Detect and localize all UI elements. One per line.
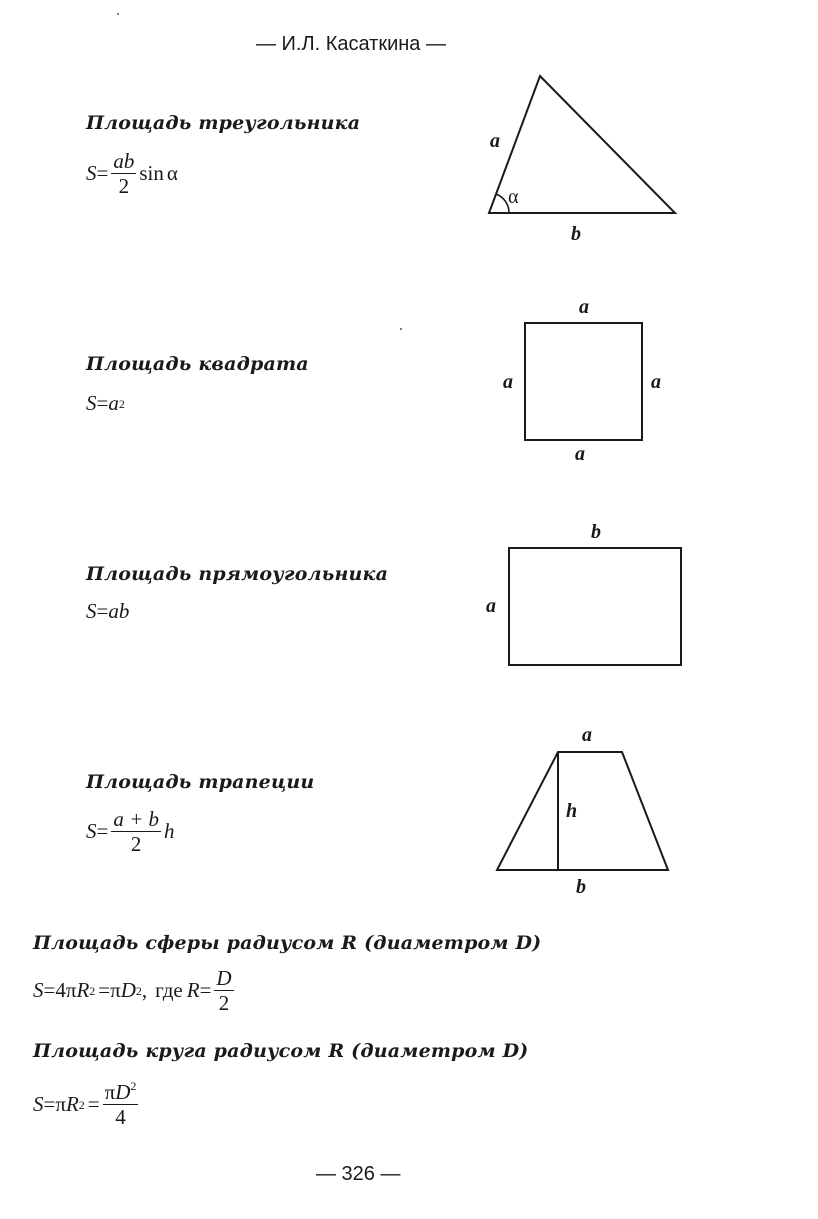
fraction-numerator: ab <box>113 149 135 173</box>
formula-where: где <box>155 978 183 1003</box>
formula-lhs: S <box>86 819 97 844</box>
triangle-label-a: a <box>490 130 500 152</box>
trapezoid-area-title: Площадь трапеции <box>86 771 315 793</box>
formula-radius: R <box>186 978 200 1003</box>
formula-fraction <box>214 967 233 1014</box>
formula-tail: h <box>164 819 175 844</box>
trapezoid-label-top: a <box>582 724 592 746</box>
formula-equals: = <box>199 978 212 1003</box>
formula-sin: sin <box>139 161 164 186</box>
rectangle-label-top: b <box>591 521 601 543</box>
triangle-label-b: b <box>571 223 581 245</box>
formula-angle: α <box>166 161 178 186</box>
fraction-denominator: 2 <box>118 174 130 199</box>
formula-lhs: S <box>33 978 44 1003</box>
formula-radius: R <box>65 1092 79 1117</box>
fraction-denominator: 2 <box>130 832 142 857</box>
formula-comma: , <box>141 978 148 1003</box>
square-label-bottom: a <box>575 443 585 465</box>
formula-equals: = <box>43 978 56 1003</box>
trapezoid-label-bottom: b <box>576 876 586 898</box>
stray-dot <box>117 13 119 15</box>
fraction-numerator: a + b <box>113 807 160 831</box>
formula-equals: = <box>87 1092 100 1117</box>
triangle-area-title: Площадь треугольника <box>86 112 361 134</box>
triangle-label-alpha: α <box>508 186 519 208</box>
fraction-denominator: 2 <box>218 991 230 1016</box>
square-area-formula: S = a 2 <box>86 391 125 415</box>
trapezoid-label-height: h <box>566 800 578 822</box>
formula-pi: π <box>104 1080 116 1104</box>
formula-lhs: S <box>86 391 97 415</box>
rectangle-area-title: Площадь прямоугольника <box>86 563 389 585</box>
formula-pi: π <box>110 978 121 1003</box>
square-label-right: a <box>651 371 661 393</box>
fraction-numerator <box>103 1081 139 1105</box>
rectangle-label-left: a <box>486 595 496 617</box>
formula-lhs: S <box>86 161 97 186</box>
page-number: — 326 — <box>316 1163 401 1185</box>
formula-equals: = <box>98 978 111 1003</box>
formula-radius: R <box>76 978 90 1003</box>
circle-area-title: Площадь круга радиусом R (диаметром D) <box>33 1040 529 1062</box>
trapezoid-shape <box>497 752 668 870</box>
formula-base: a <box>108 391 119 415</box>
formula-equals: = <box>96 819 109 844</box>
formula-pi: π <box>55 1092 66 1117</box>
formula-fraction <box>103 1081 139 1128</box>
formula-equals: = <box>96 599 109 623</box>
formula-coefficient: 4 <box>55 978 66 1003</box>
sphere-area-formula: S = 4 π R 2 = π D 2 , где R = $\frac{D}{2}$ <box>33 966 232 1016</box>
running-header: — И.Л. Касаткина — <box>256 33 446 55</box>
formula-rhs: ab <box>108 599 130 623</box>
fraction-numerator: D <box>216 966 232 990</box>
formula-equals: = <box>43 1092 56 1117</box>
formula-equals: = <box>96 391 109 415</box>
formula-equals: = <box>96 161 109 186</box>
fraction-denominator: 4 <box>115 1105 126 1130</box>
formula-lhs: S <box>86 599 97 623</box>
formula-diameter: D <box>115 1080 131 1104</box>
square-label-top: a <box>579 296 589 318</box>
circle-area-formula: S = π R 2 = $\frac{\pi D^2}{4}$ <box>33 1079 137 1130</box>
square-area-title: Площадь квадрата <box>86 353 309 375</box>
formula-diameter: D <box>120 978 136 1003</box>
sphere-area-title: Площадь сферы радиусом R (диаметром D) <box>33 932 542 954</box>
formula-exponent: 2 <box>130 1079 137 1093</box>
formula-lhs: S <box>33 1092 44 1117</box>
square-label-left: a <box>503 371 513 393</box>
formula-pi: π <box>65 978 77 1003</box>
